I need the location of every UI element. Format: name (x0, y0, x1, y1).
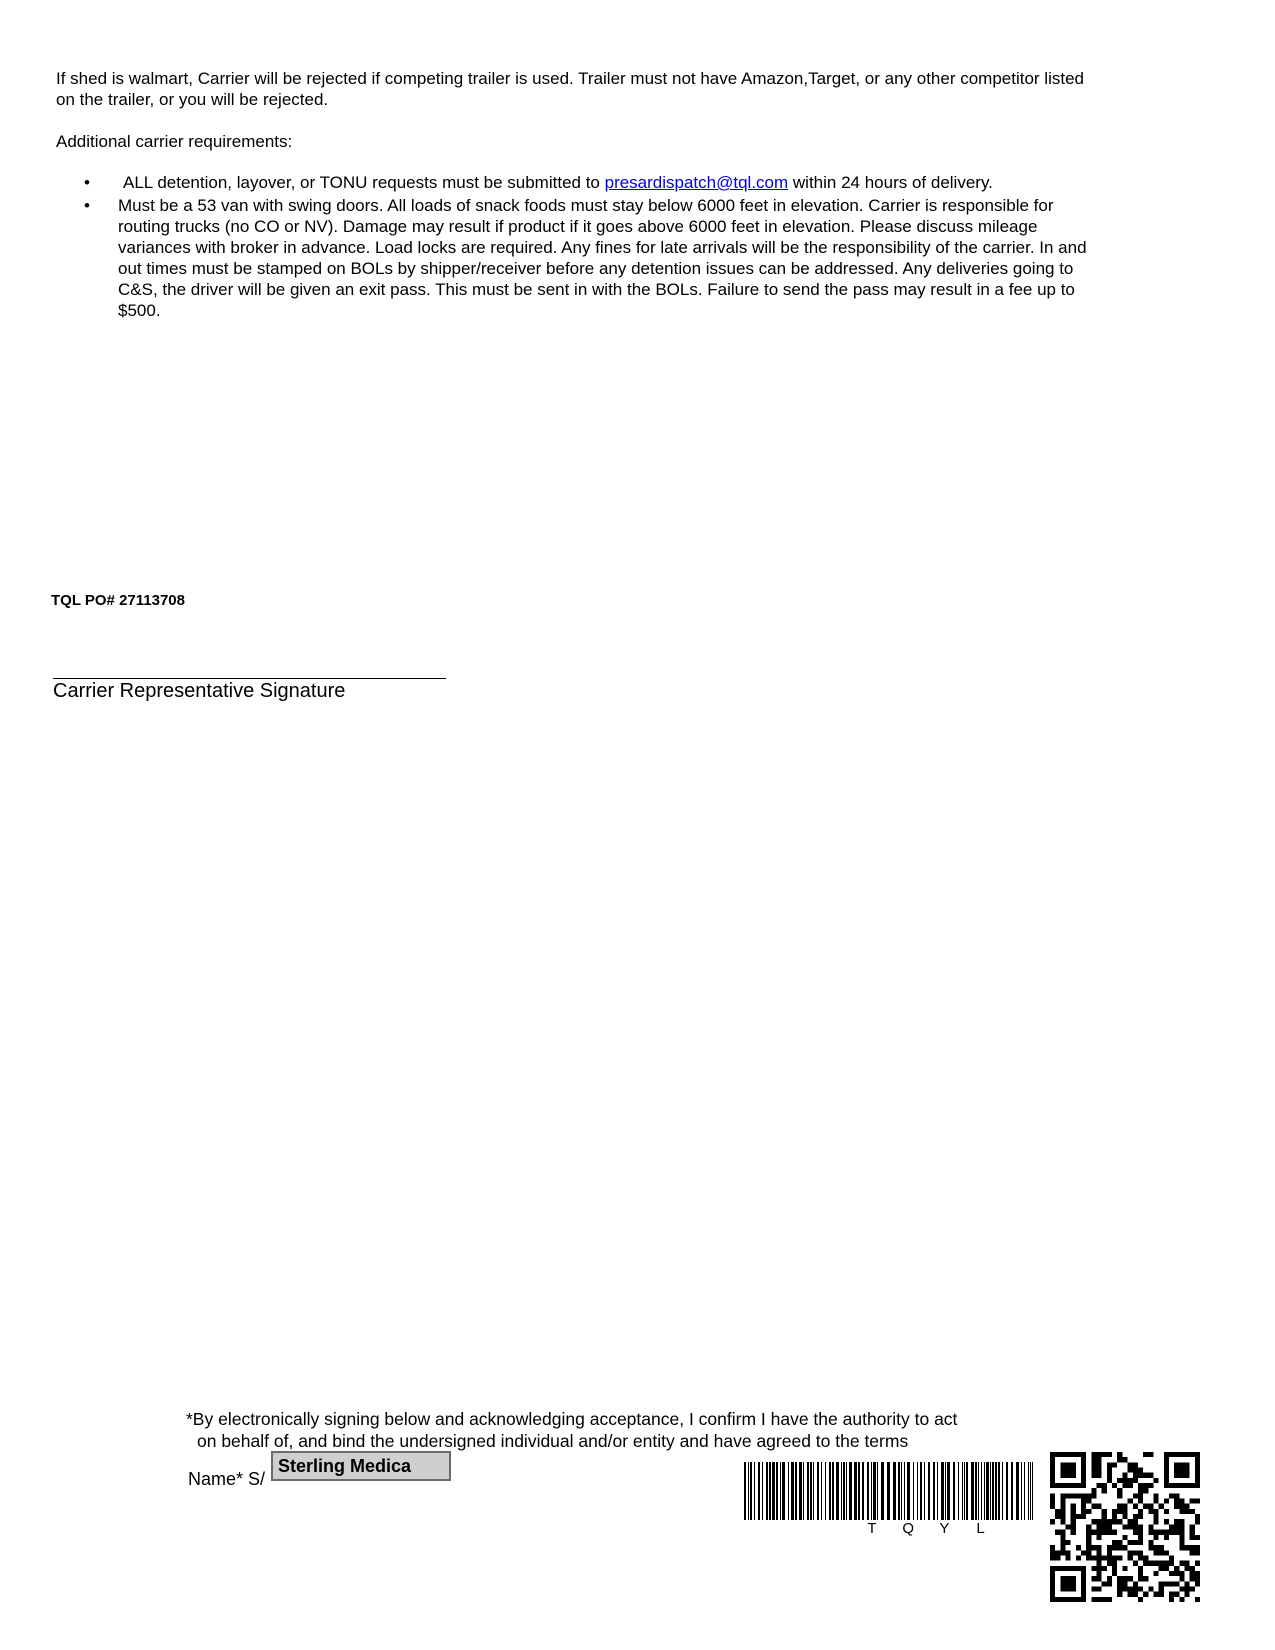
barcode-icon (744, 1462, 1036, 1520)
signature-label: Carrier Representative Signature (53, 680, 346, 702)
requirement-text: ALL detention, layover, or TONU requests must be submitted to (123, 173, 605, 192)
qr-code-icon (1050, 1452, 1200, 1602)
requirement-item-equipment (56, 195, 1206, 321)
barcode-letter: Y (939, 1520, 950, 1537)
walmart-trailer-warning (56, 68, 1206, 110)
warning-line-1: If shed is walmart, Carrier will be rejected if competing trailer is used. Trailer must not have Amazon,Target, or any other competitor listed (56, 69, 1084, 88)
acknowledgement-line-2: on behalf of, and bind the undersigned individual and/or entity and have agreed to the terms (197, 1431, 909, 1451)
name-signature-field[interactable]: Sterling Medica (271, 1451, 451, 1481)
po-number: TQL PO# 27113708 (51, 592, 185, 609)
requirement-line: Must be a 53 van with swing doors. All loads of snack foods must stay below 6000 feet in elevation. Carrier is responsible for (118, 196, 1054, 215)
warning-line-2: on the trailer, or you will be rejected. (56, 90, 329, 109)
barcode-caption (856, 1520, 997, 1537)
barcode-letter: Q (902, 1520, 914, 1537)
requirement-line: $500. (118, 301, 161, 320)
requirements-list (56, 172, 1206, 323)
bullet: • (84, 196, 90, 215)
name-label: Name* S/ (188, 1469, 266, 1489)
requirement-line: routing trucks (no CO or NV). Damage may result if product if it goes above 6000 feet in elevation. Please discuss mileage (118, 217, 1038, 236)
barcode-letter: L (976, 1520, 985, 1537)
requirement-text-end: within 24 hours of delivery. (788, 173, 993, 192)
requirement-line: variances with broker in advance. Load locks are required. Any fines for late arrivals will be the responsibility of the carrier. In and (118, 238, 1087, 257)
acknowledgement-text (186, 1408, 1046, 1452)
requirements-heading: Additional carrier requirements: (56, 132, 293, 151)
bullet: • (84, 173, 90, 192)
barcode-letter: T (867, 1520, 877, 1537)
requirement-line: out times must be stamped on BOLs by shipper/receiver before any detention issues can be addressed. Any deliveries going to (118, 259, 1074, 278)
requirement-item-detention (56, 172, 1206, 193)
requirement-line: C&S, the driver will be given an exit pass. This must be sent in with the BOLs. Failure to send the pass may result in a fee up to (118, 280, 1075, 299)
dispatch-email-link[interactable]: presardispatch@tql.com (604, 173, 789, 192)
signature-line[interactable] (53, 678, 446, 679)
acknowledgement-line-1: *By electronically signing below and acknowledging acceptance, I confirm I have the authority to act (186, 1409, 958, 1429)
